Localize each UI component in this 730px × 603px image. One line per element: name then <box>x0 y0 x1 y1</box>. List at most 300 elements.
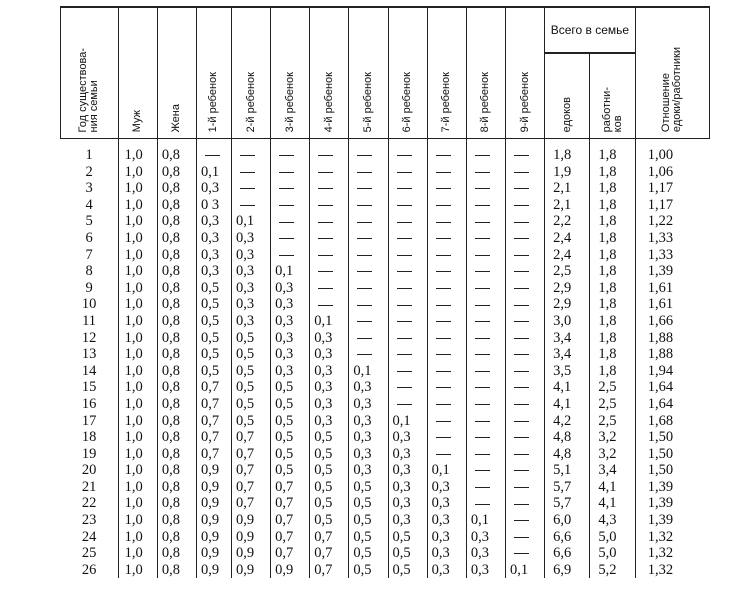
dash-mark <box>514 188 529 189</box>
table-row <box>61 495 710 512</box>
cell-husband: 1,0 <box>118 462 157 479</box>
cell-ratio: 1,64 <box>635 379 709 396</box>
dash-mark <box>475 504 490 505</box>
cell-year: 5 <box>61 213 119 230</box>
dash-mark <box>357 205 372 206</box>
cell-year: 8 <box>61 263 119 280</box>
dash-mark <box>514 387 529 388</box>
cell-child-7 <box>427 280 466 297</box>
cell-eaters: 4,1 <box>545 379 590 396</box>
cell-wife: 0,8 <box>157 479 196 496</box>
dash-mark <box>514 454 529 455</box>
header-ratio: Отношение едоки/работники <box>635 7 709 139</box>
cell-child-4 <box>310 213 349 230</box>
cell-child-2: 0,7 <box>231 495 270 512</box>
cell-workers: 1,8 <box>590 139 635 164</box>
dash-mark <box>436 188 451 189</box>
cell-workers: 5,0 <box>590 529 635 546</box>
cell-child-6 <box>388 213 427 230</box>
dash-mark <box>475 371 490 372</box>
dash-mark <box>436 338 451 339</box>
cell-child-2: 0,9 <box>231 545 270 562</box>
cell-eaters: 5,7 <box>545 479 590 496</box>
cell-child-2 <box>231 197 270 214</box>
cell-eaters: 3,5 <box>545 363 590 380</box>
cell-child-2: 0,7 <box>231 462 270 479</box>
table-row <box>61 363 710 380</box>
cell-child-3: 0,1 <box>271 263 310 280</box>
cell-child-5 <box>349 164 388 181</box>
cell-child-8 <box>466 296 505 313</box>
cell-child-4 <box>310 247 349 264</box>
cell-husband: 1,0 <box>118 396 157 413</box>
cell-child-6 <box>388 247 427 264</box>
table-row <box>61 346 710 363</box>
cell-child-5 <box>349 197 388 214</box>
cell-workers: 1,8 <box>590 164 635 181</box>
cell-child-5 <box>349 247 388 264</box>
cell-child-9 <box>505 247 544 264</box>
cell-child-5: 0,5 <box>349 545 388 562</box>
table-row <box>61 479 710 496</box>
dash-mark <box>240 188 255 189</box>
cell-child-8 <box>466 396 505 413</box>
cell-child-2: 0,5 <box>231 396 270 413</box>
cell-child-9 <box>505 446 544 463</box>
cell-child-3: 0,3 <box>271 346 310 363</box>
cell-wife: 0,8 <box>157 296 196 313</box>
cell-workers: 5,0 <box>590 545 635 562</box>
cell-ratio: 1,39 <box>635 263 709 280</box>
cell-child-1: 0,5 <box>196 330 231 347</box>
cell-workers: 2,5 <box>590 379 635 396</box>
cell-child-6: 0,5 <box>388 545 427 562</box>
cell-child-9 <box>505 230 544 247</box>
cell-child-1: 0,9 <box>196 529 231 546</box>
cell-child-7 <box>427 164 466 181</box>
cell-child-2: 0,5 <box>231 330 270 347</box>
cell-workers: 5,2 <box>590 562 635 579</box>
cell-child-1: 0,7 <box>196 396 231 413</box>
table-body <box>61 139 710 579</box>
table-row <box>61 296 710 313</box>
cell-child-6: 0,1 <box>388 413 427 430</box>
cell-workers: 1,8 <box>590 363 635 380</box>
dash-mark <box>475 487 490 488</box>
table-row <box>61 413 710 430</box>
cell-child-3 <box>271 139 310 164</box>
cell-eaters: 6,9 <box>545 562 590 579</box>
cell-child-3: 0,7 <box>271 495 310 512</box>
dash-mark <box>279 255 294 256</box>
cell-child-8 <box>466 197 505 214</box>
cell-child-1: 0,3 <box>196 180 231 197</box>
cell-child-9: 0,1 <box>505 562 544 579</box>
cell-child-2: 0,3 <box>231 247 270 264</box>
cell-husband: 1,0 <box>118 213 157 230</box>
cell-child-4: 0,7 <box>310 529 349 546</box>
cell-wife: 0,8 <box>157 330 196 347</box>
cell-child-9 <box>505 396 544 413</box>
dash-mark <box>357 155 372 156</box>
cell-eaters: 1,9 <box>545 164 590 181</box>
dash-mark <box>514 421 529 422</box>
cell-child-5 <box>349 313 388 330</box>
dash-mark <box>357 321 372 322</box>
dash-mark <box>357 188 372 189</box>
cell-eaters: 3,0 <box>545 313 590 330</box>
cell-husband: 1,0 <box>118 495 157 512</box>
cell-wife: 0,8 <box>157 429 196 446</box>
cell-child-5 <box>349 330 388 347</box>
cell-husband: 1,0 <box>118 379 157 396</box>
cell-eaters: 4,2 <box>545 413 590 430</box>
cell-year: 15 <box>61 379 119 396</box>
cell-wife: 0,8 <box>157 313 196 330</box>
cell-year: 25 <box>61 545 119 562</box>
table-row <box>61 330 710 347</box>
cell-ratio: 1,39 <box>635 495 709 512</box>
cell-wife: 0,8 <box>157 545 196 562</box>
cell-husband: 1,0 <box>118 545 157 562</box>
table-row <box>61 429 710 446</box>
cell-child-1: 0,5 <box>196 313 231 330</box>
table-row <box>61 313 710 330</box>
cell-wife: 0,8 <box>157 495 196 512</box>
cell-child-8 <box>466 479 505 496</box>
cell-wife: 0,8 <box>157 413 196 430</box>
cell-wife: 0,8 <box>157 346 196 363</box>
dash-mark <box>318 255 333 256</box>
cell-child-3: 0,7 <box>271 529 310 546</box>
header-child-5: 5-й ребенок <box>349 7 388 139</box>
cell-child-1: 0,9 <box>196 495 231 512</box>
cell-year: 3 <box>61 180 119 197</box>
cell-eaters: 5,7 <box>545 495 590 512</box>
cell-ratio: 1,32 <box>635 529 709 546</box>
cell-child-9 <box>505 346 544 363</box>
dash-mark <box>436 155 451 156</box>
cell-child-7: 0,3 <box>427 562 466 579</box>
dash-mark <box>436 387 451 388</box>
cell-child-6: 0,3 <box>388 429 427 446</box>
cell-child-7 <box>427 230 466 247</box>
cell-child-7: 0,3 <box>427 479 466 496</box>
cell-child-5 <box>349 213 388 230</box>
table-row <box>61 512 710 529</box>
dash-mark <box>357 288 372 289</box>
dash-mark <box>318 155 333 156</box>
cell-child-2: 0,5 <box>231 346 270 363</box>
dash-mark <box>397 321 412 322</box>
cell-child-6: 0,5 <box>388 529 427 546</box>
cell-wife: 0,8 <box>157 396 196 413</box>
dash-mark <box>514 504 529 505</box>
cell-ratio: 1,66 <box>635 313 709 330</box>
cell-child-3 <box>271 164 310 181</box>
cell-child-5 <box>349 230 388 247</box>
cell-year: 6 <box>61 230 119 247</box>
dash-mark <box>436 404 451 405</box>
cell-child-4 <box>310 180 349 197</box>
cell-child-3 <box>271 230 310 247</box>
dash-mark <box>475 404 490 405</box>
cell-wife: 0,8 <box>157 263 196 280</box>
cell-child-2: 0,9 <box>231 512 270 529</box>
dash-mark <box>514 255 529 256</box>
dash-mark <box>279 155 294 156</box>
dash-mark <box>357 172 372 173</box>
cell-child-8: 0,3 <box>466 545 505 562</box>
dash-mark <box>436 321 451 322</box>
cell-year: 18 <box>61 429 119 446</box>
cell-wife: 0,8 <box>157 446 196 463</box>
cell-child-7 <box>427 330 466 347</box>
dash-mark <box>475 470 490 471</box>
cell-child-8 <box>466 230 505 247</box>
dash-mark <box>397 205 412 206</box>
cell-eaters: 6,0 <box>545 512 590 529</box>
header-workers: работни- ков <box>590 53 635 139</box>
dash-mark <box>514 321 529 322</box>
cell-child-1: 0 3 <box>196 197 231 214</box>
cell-ratio: 1,68 <box>635 413 709 430</box>
cell-workers: 1,8 <box>590 180 635 197</box>
cell-child-8 <box>466 462 505 479</box>
dash-mark <box>475 454 490 455</box>
dash-mark <box>397 172 412 173</box>
cell-child-4 <box>310 139 349 164</box>
cell-child-9 <box>505 180 544 197</box>
cell-child-6: 0,3 <box>388 462 427 479</box>
cell-ratio: 1,50 <box>635 429 709 446</box>
cell-child-1: 0,5 <box>196 280 231 297</box>
cell-wife: 0,8 <box>157 197 196 214</box>
cell-husband: 1,0 <box>118 139 157 164</box>
cell-husband: 1,0 <box>118 230 157 247</box>
dash-mark <box>279 222 294 223</box>
dash-mark <box>475 255 490 256</box>
cell-child-9 <box>505 495 544 512</box>
cell-child-5: 0,5 <box>349 512 388 529</box>
cell-child-7 <box>427 213 466 230</box>
dash-mark <box>318 271 333 272</box>
cell-child-6: 0,3 <box>388 479 427 496</box>
dash-mark <box>436 354 451 355</box>
dash-mark <box>475 387 490 388</box>
cell-year: 14 <box>61 363 119 380</box>
header-total-group: Всего в семье <box>545 7 636 53</box>
table-row <box>61 230 710 247</box>
cell-year: 24 <box>61 529 119 546</box>
cell-workers: 1,8 <box>590 296 635 313</box>
cell-child-3: 0,7 <box>271 512 310 529</box>
cell-child-2 <box>231 139 270 164</box>
cell-year: 21 <box>61 479 119 496</box>
cell-workers: 3,2 <box>590 446 635 463</box>
cell-wife: 0,8 <box>157 180 196 197</box>
cell-child-8 <box>466 363 505 380</box>
cell-eaters: 2,9 <box>545 296 590 313</box>
cell-child-4 <box>310 263 349 280</box>
cell-child-4: 0,3 <box>310 379 349 396</box>
cell-child-8: 0,3 <box>466 529 505 546</box>
cell-child-3: 0,3 <box>271 280 310 297</box>
cell-husband: 1,0 <box>118 296 157 313</box>
cell-workers: 4,1 <box>590 495 635 512</box>
cell-workers: 2,5 <box>590 396 635 413</box>
cell-husband: 1,0 <box>118 280 157 297</box>
dash-mark <box>514 487 529 488</box>
cell-child-8 <box>466 379 505 396</box>
header-child-7: 7-й ребенок <box>427 7 466 139</box>
cell-child-7 <box>427 180 466 197</box>
cell-child-1: 0,5 <box>196 346 231 363</box>
cell-child-5 <box>349 263 388 280</box>
cell-child-8 <box>466 164 505 181</box>
header-child-2: 2-й ребенок <box>231 7 270 139</box>
cell-child-4: 0,1 <box>310 313 349 330</box>
dash-mark <box>436 421 451 422</box>
cell-year: 11 <box>61 313 119 330</box>
dash-mark <box>240 172 255 173</box>
dash-mark <box>475 172 490 173</box>
cell-workers: 1,8 <box>590 330 635 347</box>
dash-mark <box>397 404 412 405</box>
cell-child-8 <box>466 330 505 347</box>
cell-husband: 1,0 <box>118 413 157 430</box>
dash-mark <box>397 305 412 306</box>
cell-child-2: 0,3 <box>231 313 270 330</box>
cell-child-7 <box>427 139 466 164</box>
cell-child-9 <box>505 363 544 380</box>
dash-mark <box>436 288 451 289</box>
cell-child-2: 0,3 <box>231 263 270 280</box>
cell-eaters: 4,8 <box>545 446 590 463</box>
cell-child-4: 0,7 <box>310 545 349 562</box>
dash-mark <box>357 354 372 355</box>
dash-mark <box>397 338 412 339</box>
cell-workers: 3,4 <box>590 462 635 479</box>
cell-child-4 <box>310 280 349 297</box>
cell-child-6 <box>388 230 427 247</box>
cell-wife: 0,8 <box>157 512 196 529</box>
cell-child-4: 0,3 <box>310 346 349 363</box>
cell-ratio: 1,88 <box>635 346 709 363</box>
cell-child-7 <box>427 413 466 430</box>
cell-child-2: 0,9 <box>231 529 270 546</box>
dash-mark <box>279 205 294 206</box>
cell-child-1: 0,9 <box>196 562 231 579</box>
cell-child-8 <box>466 213 505 230</box>
cell-eaters: 4,8 <box>545 429 590 446</box>
cell-child-8 <box>466 139 505 164</box>
cell-child-2: 0,3 <box>231 230 270 247</box>
cell-child-8 <box>466 280 505 297</box>
cell-child-9 <box>505 479 544 496</box>
dash-mark <box>397 188 412 189</box>
dash-mark <box>436 271 451 272</box>
dash-mark <box>436 305 451 306</box>
dash-mark <box>318 172 333 173</box>
cell-child-9 <box>505 197 544 214</box>
cell-child-1 <box>196 139 231 164</box>
cell-child-9 <box>505 263 544 280</box>
header-eaters: едоков <box>545 53 590 139</box>
cell-ratio: 1,17 <box>635 197 709 214</box>
cell-ratio: 1,22 <box>635 213 709 230</box>
cell-child-1: 0,3 <box>196 247 231 264</box>
dash-mark <box>318 238 333 239</box>
cell-ratio: 1,33 <box>635 247 709 264</box>
dash-mark <box>514 238 529 239</box>
dash-mark <box>397 387 412 388</box>
cell-child-5: 0,3 <box>349 429 388 446</box>
dash-mark <box>514 271 529 272</box>
dash-mark <box>397 354 412 355</box>
cell-child-2 <box>231 164 270 181</box>
table-row <box>61 247 710 264</box>
cell-child-9 <box>505 529 544 546</box>
header-wife: Жена <box>157 7 196 139</box>
cell-ratio: 1,61 <box>635 280 709 297</box>
dash-mark <box>357 255 372 256</box>
cell-child-6 <box>388 164 427 181</box>
cell-workers: 1,8 <box>590 197 635 214</box>
cell-child-9 <box>505 139 544 164</box>
cell-child-5 <box>349 280 388 297</box>
dash-mark <box>514 537 529 538</box>
cell-child-3: 0,5 <box>271 446 310 463</box>
cell-child-8 <box>466 346 505 363</box>
cell-child-3: 0,3 <box>271 363 310 380</box>
dash-mark <box>357 305 372 306</box>
dash-mark <box>397 288 412 289</box>
cell-year: 17 <box>61 413 119 430</box>
cell-ratio: 1,39 <box>635 479 709 496</box>
dash-mark <box>514 288 529 289</box>
dash-mark <box>397 255 412 256</box>
header-child-1: 1-й ребенок <box>196 7 231 139</box>
cell-child-2: 0,7 <box>231 446 270 463</box>
cell-child-1: 0,7 <box>196 379 231 396</box>
dash-mark <box>475 338 490 339</box>
cell-workers: 4,3 <box>590 512 635 529</box>
dash-mark <box>205 155 220 156</box>
cell-child-7 <box>427 197 466 214</box>
cell-child-4: 0,5 <box>310 446 349 463</box>
cell-child-5: 0,1 <box>349 363 388 380</box>
header-child-4: 4-й ребенок <box>310 7 349 139</box>
dash-mark <box>397 222 412 223</box>
cell-child-6 <box>388 280 427 297</box>
cell-ratio: 1,33 <box>635 230 709 247</box>
cell-wife: 0,8 <box>157 213 196 230</box>
cell-eaters: 6,6 <box>545 545 590 562</box>
cell-workers: 4,1 <box>590 479 635 496</box>
cell-wife: 0,8 <box>157 363 196 380</box>
cell-ratio: 1,32 <box>635 545 709 562</box>
table-row <box>61 562 710 579</box>
cell-child-9 <box>505 164 544 181</box>
table-row <box>61 213 710 230</box>
header-child-6: 6-й ребенок <box>388 7 427 139</box>
dash-mark <box>279 172 294 173</box>
cell-year: 20 <box>61 462 119 479</box>
dash-mark <box>357 271 372 272</box>
cell-child-6 <box>388 197 427 214</box>
dash-mark <box>397 155 412 156</box>
